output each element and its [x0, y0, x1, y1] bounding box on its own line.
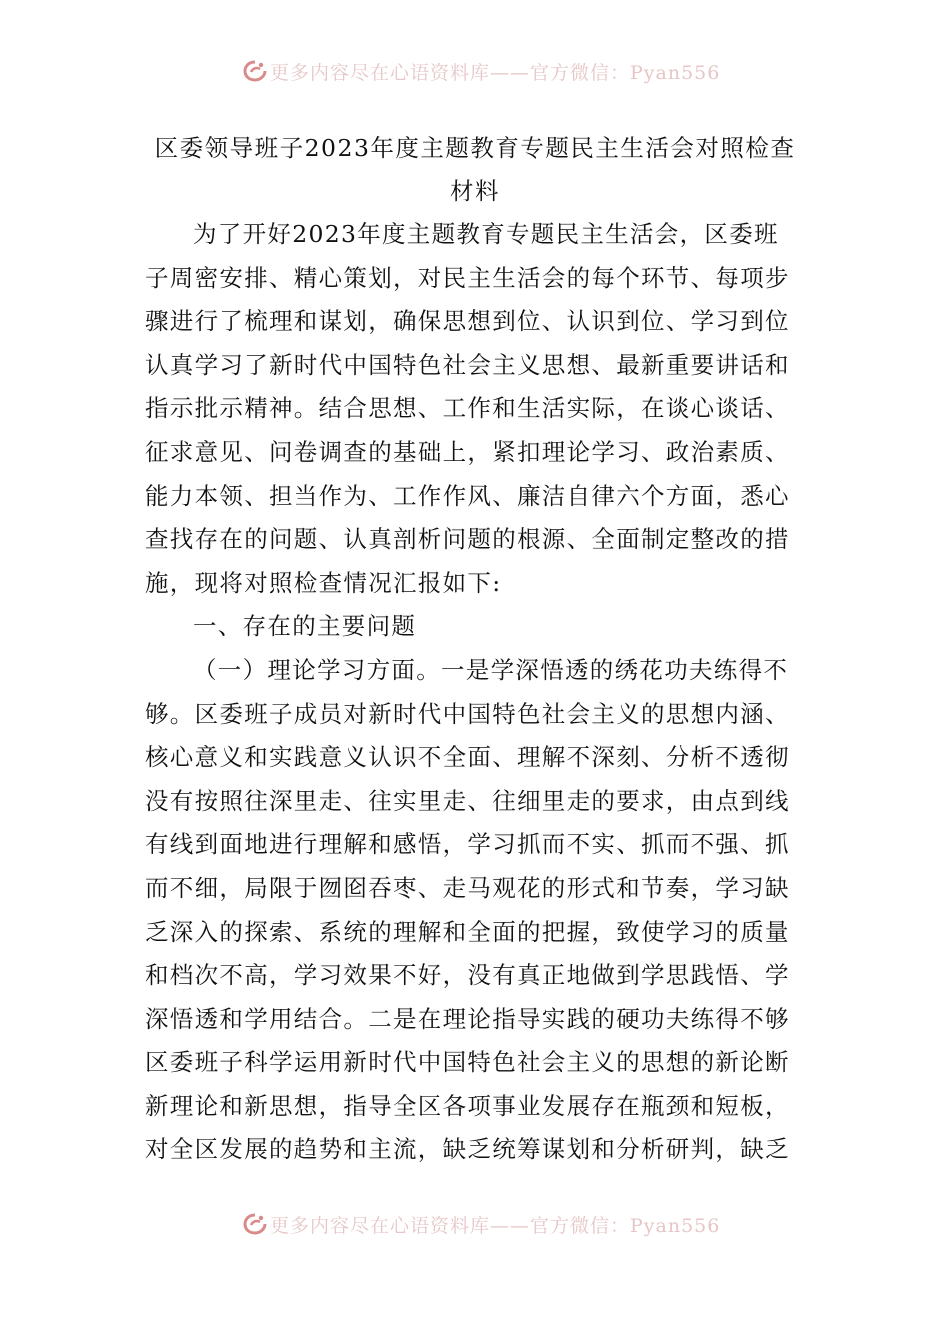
document-body — [145, 213, 805, 1172]
paragraph-line: （一）理论学习方面。一是学深悟透的绣花功夫练得不 — [193, 655, 789, 684]
paragraph-line: 对全区发展的趋势和主流，缺乏统筹谋划和分析研判，缺乏 — [145, 1135, 790, 1164]
logo-icon — [242, 58, 268, 84]
section-heading: 一、存在的主要问题 — [193, 612, 417, 641]
paragraph-line: 施，现将对照检查情况汇报如下: — [145, 568, 502, 597]
paragraph-line: 没有按照往深里走、往实里走、往细里走的要求，由点到线 — [145, 786, 790, 815]
banner-text: 更多内容尽在心语资料库——官方微信：Pyan556 — [270, 61, 721, 84]
footer-banner — [0, 1209, 950, 1239]
paragraph-line: 乏深入的探索、系统的理解和全面的把握，致使学习的质量 — [145, 917, 790, 946]
paragraph-line: 征求意见、问卷调查的基础上，紧扣理论学习、政治素质、 — [145, 437, 790, 466]
paragraph-line: 而不细，局限于囫囵吞枣、走马观花的形式和节奏，学习缺 — [145, 873, 790, 902]
paragraph-line: 有线到面地进行理解和感悟，学习抓而不实、抓而不强、抓 — [145, 830, 790, 859]
paragraph-line: 能力本领、担当作为、工作作风、廉洁自律六个方面，悉心 — [145, 481, 790, 510]
paragraph-line: 深悟透和学用结合。二是在理论指导实践的硬功夫练得不够 — [145, 1004, 790, 1033]
paragraph-line: 区委班子科学运用新时代中国特色社会主义的思想的新论断 — [145, 1048, 790, 1077]
paragraph-line: 认真学习了新时代中国特色社会主义思想、最新重要讲话和 — [145, 350, 790, 379]
paragraph-line: 新理论和新思想，指导全区各项事业发展存在瓶颈和短板， — [145, 1091, 790, 1120]
paragraph-line: 子周密安排、精心策划，对民主生活会的每个环节、每项步 — [145, 263, 790, 292]
header-banner — [0, 56, 950, 86]
logo-icon — [242, 1211, 268, 1237]
paragraph-line: 核心意义和实践意义认识不全面、理解不深刻、分析不透彻 — [145, 743, 790, 772]
paragraph-line: 指示批示精神。结合思想、工作和生活实际，在谈心谈话、 — [145, 394, 790, 423]
paragraph-line: 够。区委班子成员对新时代中国特色社会主义的思想内涵、 — [145, 699, 790, 728]
paragraph-line: 和档次不高，学习效果不好，没有真正地做到学思践悟、学 — [145, 961, 790, 990]
paragraph-line: 为了开好2023年度主题教育专题民主生活会，区委班 — [193, 220, 779, 248]
document-title — [145, 127, 805, 213]
paragraph-line: 查找存在的问题、认真剖析问题的根源、全面制定整改的措 — [145, 525, 790, 554]
banner-text: 更多内容尽在心语资料库——官方微信：Pyan556 — [270, 1214, 721, 1237]
paragraph-line: 骤进行了梳理和谋划，确保思想到位、认识到位、学习到位 — [145, 307, 790, 336]
title-line: 材料 — [450, 177, 500, 205]
title-line: 区委领导班子2023年度主题教育专题民主生活会对照检查 — [154, 134, 796, 162]
